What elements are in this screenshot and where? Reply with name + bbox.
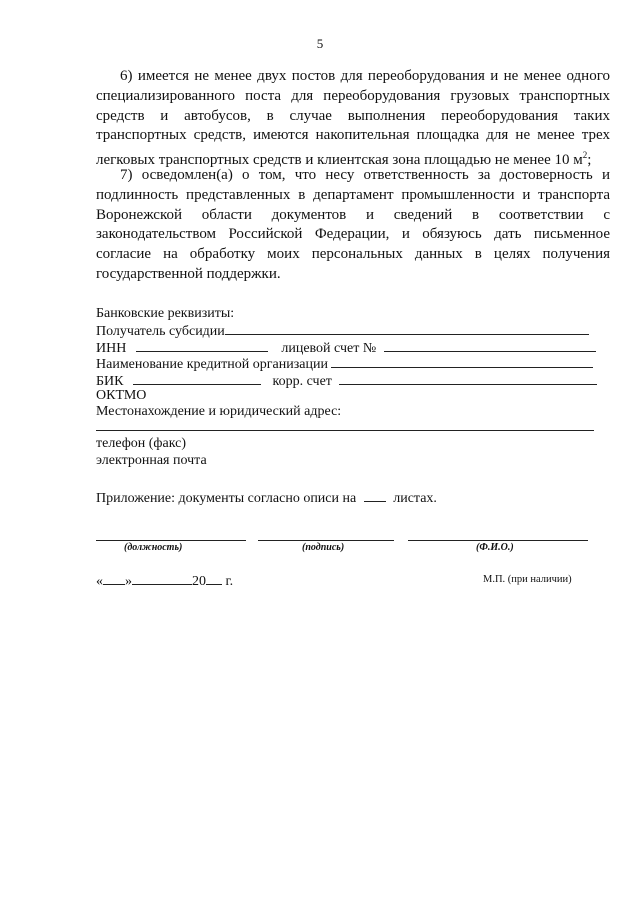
- corr-account-field[interactable]: [339, 372, 597, 385]
- date-year-field[interactable]: [206, 572, 222, 585]
- bank-details-title: Банковские реквизиты:: [96, 306, 235, 321]
- signature-field[interactable]: [258, 540, 394, 541]
- bik-row: [96, 372, 597, 390]
- bank-name-row: [96, 355, 593, 373]
- position-field[interactable]: [96, 540, 246, 541]
- attachment-label: Приложение: документы согласно описи на: [96, 491, 357, 506]
- page-number: 5: [316, 36, 324, 51]
- attachment-row: [96, 489, 437, 507]
- paragraph-6-end: ;: [587, 152, 592, 169]
- date-quote-close: »: [125, 574, 132, 589]
- date-row: [96, 572, 233, 590]
- date-month-field[interactable]: [132, 572, 192, 585]
- date-quote-open: «: [96, 574, 103, 589]
- account-label: лицевой счет №: [281, 341, 377, 356]
- account-field[interactable]: [384, 339, 596, 352]
- inn-label: ИНН: [96, 341, 127, 356]
- address-field[interactable]: [96, 430, 594, 431]
- paragraph-6: [96, 67, 610, 171]
- date-year-prefix: 20: [192, 574, 206, 589]
- signature-caption: (подпись): [302, 542, 345, 553]
- recipient-label: Получатель субсидии: [96, 324, 225, 339]
- bik-field[interactable]: [133, 372, 261, 385]
- date-year-suffix: г.: [225, 574, 234, 589]
- bank-name-label: Наименование кредитной организации: [96, 357, 328, 372]
- paragraph-6-superscript: 2: [582, 150, 588, 161]
- attachment-suffix: листах.: [393, 491, 437, 506]
- phone-label: телефон (факс): [96, 436, 187, 451]
- address-label: Местонахождение и юридический адрес:: [96, 404, 342, 419]
- recipient-row: [96, 322, 589, 340]
- full-name-caption: (Ф.И.О.): [476, 542, 514, 553]
- position-caption: (должность): [124, 542, 183, 553]
- full-name-field[interactable]: [408, 540, 588, 541]
- oktmo-label: ОКТМО: [96, 388, 147, 403]
- paragraph-6-text: 6) имеется не менее двух постов для переоборудования и не менее одного специализированного поста для переоборудования грузовых транспортных средств и автобусов, в случае выполнения переоборудования таких транспортных средств, имеются накопительная площадка для не менее трех легковых транспортных средств и клиентская зона площадью не менее 10 м: [96, 68, 610, 169]
- inn-field[interactable]: [136, 339, 268, 352]
- stamp-note: М.П. (при наличии): [483, 574, 572, 585]
- recipient-field[interactable]: [225, 322, 589, 335]
- corr-account-label: корр. счет: [272, 374, 332, 389]
- paragraph-7: 7) осведомлен(а) о том, что несу ответственность за достоверность и подлинность представленных в департамент промышленности и транспорта Воронежской области документов и сведений в соответствии с законодательством Российской Федерации, и обязуюсь дать письменное согласие на обработку моих персональных данных в целях получения государственной поддержки.: [96, 167, 610, 282]
- attachment-pages-field[interactable]: [364, 489, 386, 502]
- email-label: электронная почта: [96, 453, 207, 468]
- bik-label: БИК: [96, 374, 124, 389]
- bank-name-field[interactable]: [331, 355, 593, 368]
- date-day-field[interactable]: [103, 572, 125, 585]
